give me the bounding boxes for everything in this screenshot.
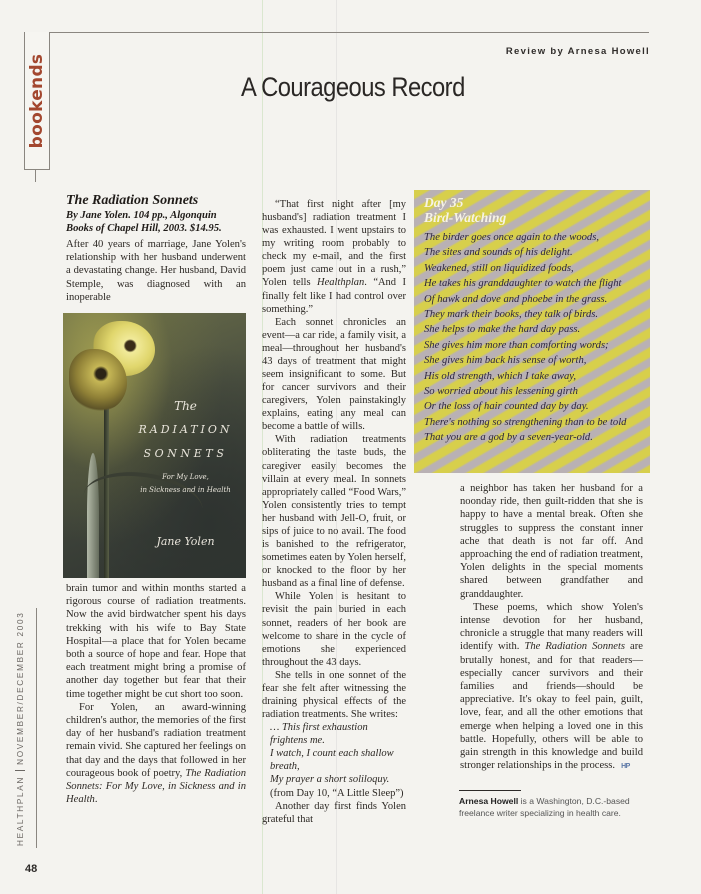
quote-line: I watch, I count each shallow breath,: [270, 748, 394, 773]
poem-line: She helps to make the hard day pass.: [424, 324, 581, 336]
byline: Review by Arnesa Howell: [505, 46, 650, 57]
bio-text: is a Washington, D.C.-based freelance writer specializing in health care.: [459, 796, 630, 818]
book-meta: By Jane Yolen. 104 pp., Algonquin Books of Chapel Hill, 2003. $14.95.: [66, 210, 222, 234]
book-title-reference: The Radiation Sonnets: [524, 641, 626, 653]
paragraph: Another day first finds Yolen grateful that: [262, 800, 406, 825]
poem-line: So worried about his lessening girth: [424, 386, 578, 398]
folio: [15, 611, 25, 846]
column-3: [460, 482, 643, 773]
bio-name: Arnesa Howell: [459, 796, 519, 806]
poem-title: Bird-Watching: [424, 210, 507, 225]
section-label: bookends: [27, 53, 47, 148]
folio-publication: HEALTHPLAN: [16, 775, 25, 846]
publication-reference: Healthplan: [317, 277, 365, 289]
folio-separator: [15, 770, 25, 771]
paragraph-text: are brutally honest, and for that readers—especially cancer survivors and their families and friends—should be appreciative. It's okay to feel pain, guilt, love, fear, and all the other emotions that emerge when helping a loved one in this battle. Hopefully, others will be able to gain strength in this knowledge and build stronger relationships in the process.: [460, 641, 643, 772]
cover-title-line2: SONNETS: [143, 447, 228, 460]
end-mark-icon: HP: [621, 763, 630, 771]
author-bio: [459, 796, 649, 819]
cover-author: Jane Yolen: [156, 535, 215, 548]
poem-line: She gives him more than comforting words;: [424, 339, 609, 351]
poem-line: His old strength, which I take away,: [424, 370, 577, 382]
section-tab: [24, 32, 50, 170]
paragraph-text: For Yolen, an award-winning children's author, the memories of the first day of her husband's radiation treatment remain vivid. She captured her feelings on that day and the days that followed in her courageous book of poetry,: [66, 701, 246, 779]
paragraph-text: . “And I finally felt like I had control over something.”: [262, 277, 406, 315]
book-title-reference: The Radiation Sonnets: For My Love, in Sickness and in Health: [66, 767, 246, 806]
paragraph-text: “That first night after [my husband's] radiation treatment I was exhausted. I went upstairs to my writing room probably to check my e-mail, and the first poem just came out in a rush,” Yolen tells: [262, 199, 406, 289]
column-1-bottom: [66, 582, 246, 806]
intro-paragraph: After 40 years of marriage, Jane Yolen's relationship with her husband underwent a devastating change. Her husband, David Stemple, was diagnosed with an inoperable: [66, 239, 246, 303]
paragraph: [460, 601, 643, 774]
poem-line: The sites and sounds of his delight.: [424, 247, 573, 259]
column-2: [262, 198, 406, 826]
paragraph: [66, 701, 246, 807]
paragraph: Each sonnet chronicles an event—a car ride, a family visit, a meal—throughout her husband's 43 days of treatment that might seem insignificant to some. But for cancer survivors and their caregivers, Yolen painstakingly explains, eating any meal can become a battle of wills.: [262, 316, 406, 433]
folio-issue: NOVEMBER/DECEMBER 2003: [16, 611, 25, 765]
poem-quote: [262, 721, 406, 799]
folio-rule: [36, 608, 37, 848]
poem-line: He takes his granddaughter to watch the flight: [424, 278, 622, 290]
poem-line: Weakened, still on liquidized foods,: [424, 262, 574, 274]
paragraph: [262, 198, 406, 316]
bio-rule: [459, 790, 521, 791]
poem-line: There's nothing so strengthening than to be told: [424, 416, 627, 428]
page-title: A Courageous Record: [241, 72, 465, 102]
paragraph: brain tumor and within months started a rigorous course of radiation treatments. Now the avid birdwatcher spent his days trekking with his wife to Bay State Hospital—a place that for Yolen became both a source of hope and fear. Hope that each treatment might bring a promise of another day together but fear that their time together might be cut short too soon.: [66, 583, 246, 700]
paragraph: a neighbor has taken her husband for a noonday ride, then guilt-ridden that she is happy to have a mental break. Often she struggles to suppress the constant inner ache that death is not far off. And approaching the end of radiation treatment, Yolen delights in the special moments shared between grandfather and granddaughter.: [460, 483, 643, 600]
paragraph-text: These poems, which show Yolen's intense devotion for her husband, chronicle a struggle that many readers will identify with.: [460, 601, 643, 653]
poem-line: That you are a god by a seven-year-old.: [424, 432, 593, 444]
book-title: The Radiation Sonnets: [66, 193, 199, 208]
poem-line: Or the loss of hair counted day by day.: [424, 401, 589, 413]
top-rule: [33, 32, 649, 33]
page-number: 48: [25, 863, 38, 875]
cover-title-line1: RADIATION: [138, 423, 233, 436]
paragraph: She tells in one sonnet of the fear she felt after witnessing the draining physical effects of the radiation treatments. She writes:: [262, 669, 406, 721]
cover-subtitle-line2: in Sickness and in Health: [140, 486, 231, 494]
quote-line: … This first exhaustion frightens me.: [270, 722, 368, 747]
poem-line: She gives him back his sense of worth,: [424, 355, 587, 367]
cover-subtitle-line1: For My Love,: [162, 473, 209, 481]
poem-line: Of hawk and dove and phoebe in the grass.: [424, 293, 608, 305]
book-cover-image: [63, 313, 246, 578]
paragraph: With radiation treatments obliterating the taste buds, the caregiver easily becomes the villain at every meal. In sonnets appropriately called “Food Wars,” Yolen consistently tries to tempt her husband with Jell-O, fruit, or sips of juice to no avail. The food is banished to the refrigerator, sometimes eaten by Yolen herself, or knocked to the floor by her husband as a final line of defense.: [262, 434, 406, 590]
quote-line: My prayer a short soliloquy.: [270, 774, 390, 786]
poem-line: The birder goes once again to the woods,: [424, 232, 599, 243]
paragraph-text: .: [94, 794, 98, 806]
column-1-top: [66, 192, 246, 304]
cover-the: The: [174, 399, 197, 413]
quote-source: (from Day 10, “A Little Sleep”): [270, 787, 404, 799]
poem-lines: [424, 230, 642, 446]
poem-box: [414, 190, 650, 473]
tab-stem: [35, 170, 36, 182]
paragraph: While Yolen is hesitant to revisit the pain buried in each sonnet, readers of her book are welcome to share in the cycle of emotions she experienced throughout the 43 days.: [262, 591, 406, 668]
poem-line: They mark their books, they talk of birds.: [424, 309, 599, 321]
poem-day: Day 35: [424, 195, 464, 210]
